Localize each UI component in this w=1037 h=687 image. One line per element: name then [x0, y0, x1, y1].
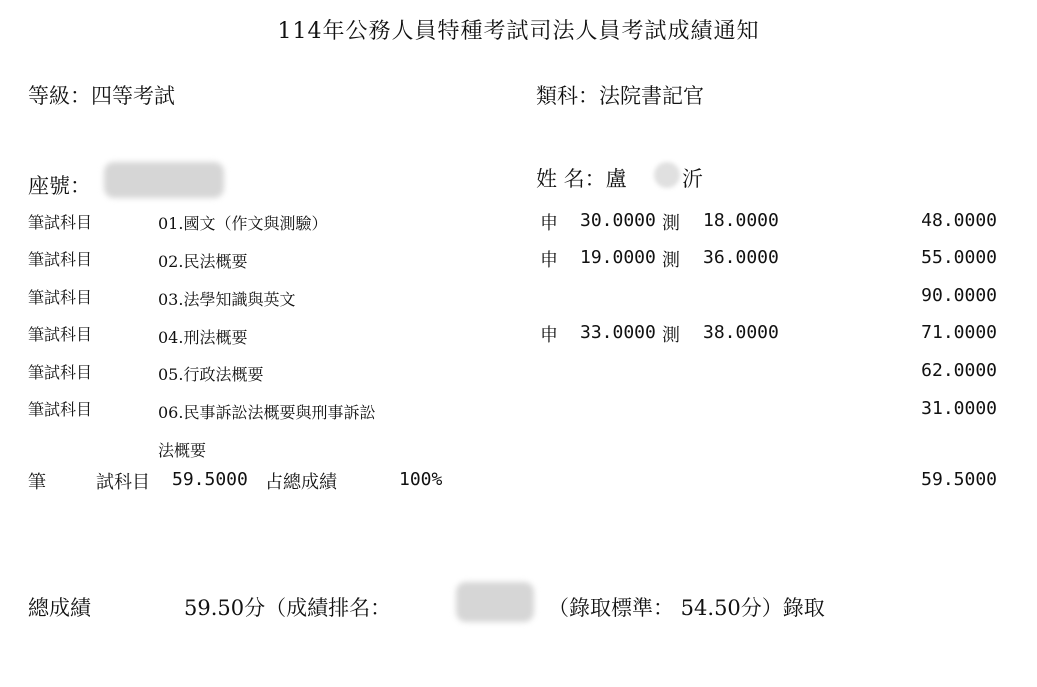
summary-percent: 100%: [399, 469, 443, 490]
ce-score: 38.0000: [703, 322, 779, 343]
shen-score: 30.0000: [580, 210, 656, 231]
row-label: 筆試科目: [28, 288, 93, 307]
summary-total: 59.5000: [921, 469, 997, 490]
subject-total: 48.0000: [921, 210, 997, 231]
seat-number-label: 座號：: [28, 174, 91, 198]
shen-mark: 申: [540, 213, 558, 234]
subject-name: 04.刑法概要: [158, 328, 248, 347]
name-redaction: [654, 162, 680, 188]
subject-name: 01.國文（作文與測驗）: [158, 214, 328, 233]
subject-total: 31.0000: [921, 398, 997, 419]
row-label: 筆試科目: [28, 213, 93, 232]
rank-redaction: [456, 582, 534, 622]
exam-category: 類科：法院書記官: [536, 84, 704, 108]
summary-label-1: 筆: [28, 472, 46, 493]
shen-score: 33.0000: [580, 322, 656, 343]
final-score-label: 總成績: [28, 596, 91, 620]
name-suffix: 沂: [682, 167, 703, 191]
subject-total: 90.0000: [921, 285, 997, 306]
subject-total: 62.0000: [921, 360, 997, 381]
shen-mark: 申: [540, 325, 558, 346]
subject-name: 05.行政法概要: [158, 365, 264, 384]
summary-label-2: 試科目: [96, 472, 150, 493]
name-label: 姓 名：盧: [536, 167, 627, 191]
subject-total: 55.0000: [921, 247, 997, 268]
subject-name: 02.民法概要: [158, 252, 248, 271]
subject-name-continuation: 法概要: [158, 441, 207, 460]
summary-share-label: 占總成績: [265, 472, 337, 493]
final-score-text: 59.50分（成績排名：: [184, 596, 392, 620]
ce-score: 18.0000: [703, 210, 779, 231]
ce-score: 36.0000: [703, 247, 779, 268]
seat-number-redaction: [104, 162, 224, 198]
ce-mark: 測: [662, 213, 680, 234]
shen-score: 19.0000: [580, 247, 656, 268]
ce-mark: 測: [662, 325, 680, 346]
row-label: 筆試科目: [28, 400, 93, 419]
row-label: 筆試科目: [28, 250, 93, 269]
notice-title: 114年公務人員特種考試司法人員考試成績通知: [277, 19, 760, 44]
ce-mark: 測: [662, 250, 680, 271]
subject-name: 03.法學知識與英文: [158, 290, 296, 309]
shen-mark: 申: [540, 250, 558, 271]
subject-name: 06.民事訴訟法概要與刑事訴訟: [158, 403, 376, 422]
summary-average: 59.5000: [172, 469, 248, 490]
subject-total: 71.0000: [921, 322, 997, 343]
exam-level: 等級：四等考試: [28, 84, 175, 108]
row-label: 筆試科目: [28, 325, 93, 344]
row-label: 筆試科目: [28, 363, 93, 382]
admission-standard-text: （錄取標準： 54.50分）錄取: [548, 596, 825, 620]
